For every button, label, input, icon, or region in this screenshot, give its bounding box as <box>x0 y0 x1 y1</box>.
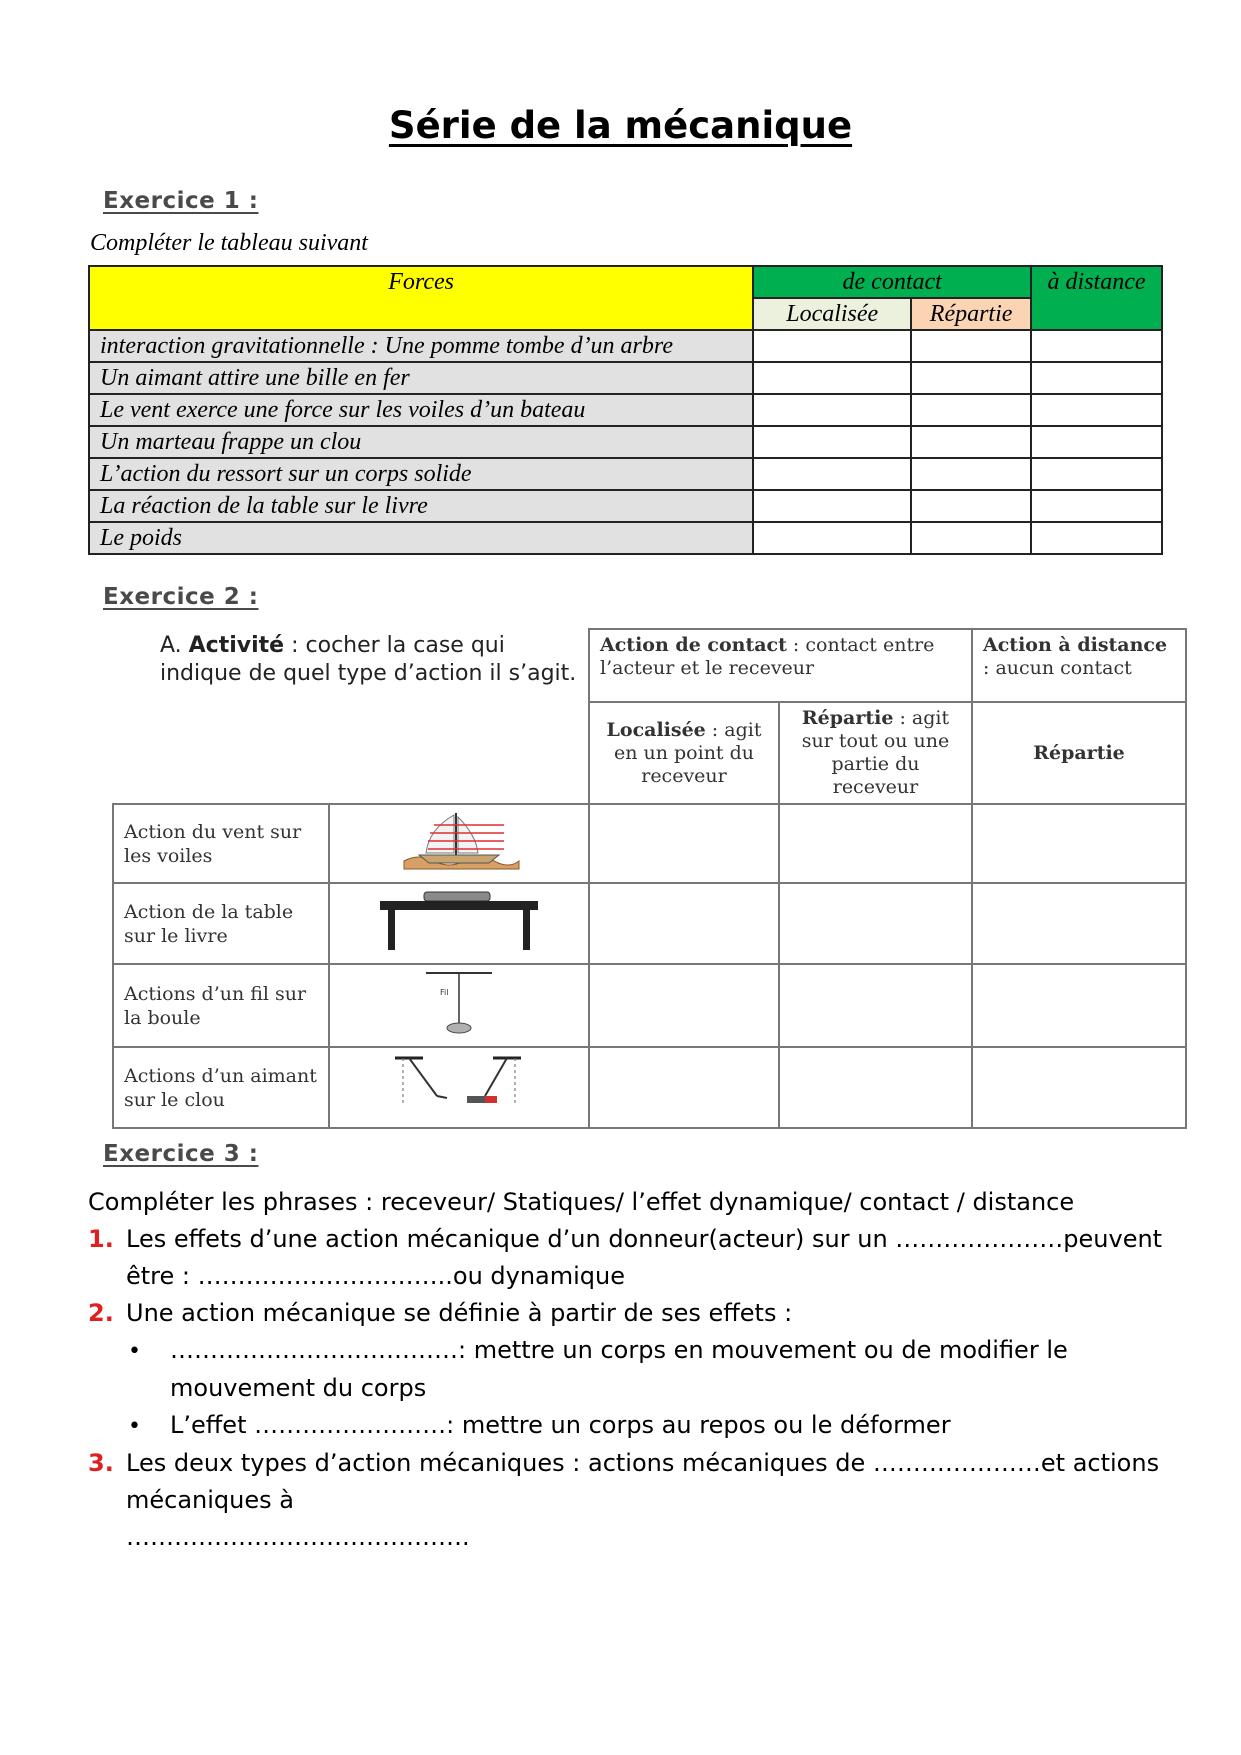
activity-bold: Activité <box>188 633 285 658</box>
answer-cell[interactable] <box>911 426 1031 458</box>
action-row-label: Actions d’un aimant sur le clou <box>113 1047 329 1128</box>
exercise-3-body <box>88 1184 1168 1556</box>
answer-cell[interactable] <box>1031 394 1162 426</box>
answer-cell[interactable] <box>1031 426 1162 458</box>
sailboat-icon <box>394 809 524 873</box>
bullet-1-text: ………………………………: mettre un corps en mouvement ou de modifier le <box>170 1336 1068 1364</box>
distance-header-bold: Action à distance <box>983 634 1168 656</box>
action-row-label: Action du vent sur les voiles <box>113 804 329 883</box>
localisee-header-bold: Localisée <box>606 718 706 741</box>
exercise-2-heading: Exercice 2 : <box>103 584 259 610</box>
answer-cell[interactable] <box>911 522 1031 554</box>
answer-cell[interactable] <box>972 964 1186 1047</box>
thread-ball-illustration <box>329 964 589 1047</box>
bullet-icon: • <box>128 1414 141 1439</box>
action-row-label: Action de la table sur le livre <box>113 883 329 964</box>
localisee-header-text: : agit en un point du receveur <box>613 718 762 787</box>
question-1 <box>88 1221 1168 1258</box>
answer-cell[interactable] <box>972 1047 1186 1128</box>
question-3-text: Les deux types d’action mécaniques : actions mécaniques de …………………et actions <box>126 1449 1160 1477</box>
answer-cell[interactable] <box>589 883 779 964</box>
action-row-label: Actions d’un fil sur la boule <box>113 964 329 1047</box>
distance-header-text: : aucun contact <box>983 657 1132 679</box>
answer-cell[interactable] <box>589 1047 779 1128</box>
magnet-nail-illustration <box>329 1047 589 1128</box>
answer-cell[interactable] <box>1031 362 1162 394</box>
contact-header <box>589 629 972 702</box>
fil-label: Fil <box>440 988 449 997</box>
exercise-3-heading: Exercice 3 : <box>103 1141 259 1167</box>
answer-cell[interactable] <box>779 964 972 1047</box>
localisee-header <box>589 702 779 804</box>
answer-cell[interactable] <box>1031 330 1162 362</box>
contact-header-text: : contact entre l’acteur et le receveur <box>600 634 935 679</box>
repartie-header-text: : agit sur tout ou une partie du receveur <box>801 707 950 798</box>
answer-cell[interactable] <box>753 426 911 458</box>
magnet-icon <box>389 1052 529 1118</box>
answer-cell[interactable] <box>972 804 1186 883</box>
bullet-1-continuation: mouvement du corps <box>170 1374 427 1402</box>
force-row-label: L’action du ressort sur un corps solide <box>89 458 753 490</box>
answer-cell[interactable] <box>753 522 911 554</box>
force-row-label: La réaction de la table sur le livre <box>89 490 753 522</box>
force-row-label: Le poids <box>89 522 753 554</box>
sailboat-illustration <box>329 804 589 883</box>
answer-cell[interactable] <box>589 804 779 883</box>
question-number: 3. <box>88 1449 114 1477</box>
header-forces: Forces <box>89 266 753 330</box>
answer-cell[interactable] <box>972 883 1186 964</box>
answer-cell[interactable] <box>753 394 911 426</box>
answer-cell[interactable] <box>911 490 1031 522</box>
question-1-continuation: être : …………………………..ou dynamique <box>126 1262 626 1290</box>
question-number: 1. <box>88 1225 114 1253</box>
force-row-label: Le vent exerce une force sur les voiles d’un bateau <box>89 394 753 426</box>
table-book-icon <box>374 888 544 954</box>
bullet-icon: • <box>128 1339 141 1364</box>
answer-cell[interactable] <box>753 330 911 362</box>
answer-cell[interactable] <box>911 458 1031 490</box>
force-row-label: interaction gravitationnelle : Une pomme tombe d’un arbre <box>89 330 753 362</box>
answer-cell[interactable] <box>911 394 1031 426</box>
header-contact: de contact <box>753 266 1031 298</box>
question-2 <box>88 1295 1168 1332</box>
pendulum-icon <box>404 969 514 1037</box>
answer-cell[interactable] <box>753 362 911 394</box>
exercise-1-heading: Exercice 1 : <box>103 188 259 214</box>
question-3 <box>88 1445 1168 1482</box>
exercise-1-instruction: Compléter le tableau suivant <box>90 230 368 256</box>
answer-cell[interactable] <box>911 362 1031 394</box>
question-2-text: Une action mécanique se définie à partir de ses effets : <box>126 1299 793 1327</box>
table-book-illustration <box>329 883 589 964</box>
bullet-item <box>88 1332 1168 1370</box>
repartie-header-bold: Répartie <box>801 707 894 729</box>
header-localisee: Localisée <box>753 298 911 330</box>
repartie-header <box>779 702 972 804</box>
forces-table <box>88 265 1163 555</box>
bullet-2-text: L’effet ……………………: mettre un corps au repos ou le déformer <box>170 1411 951 1439</box>
action-type-table <box>112 628 1187 1129</box>
bullet-item <box>88 1407 1168 1445</box>
header-repartie: Répartie <box>911 298 1031 330</box>
answer-cell[interactable] <box>779 1047 972 1128</box>
answer-cell[interactable] <box>753 490 911 522</box>
question-3-blank: ……………………………………. <box>126 1523 470 1551</box>
activity-prefix: A. <box>160 633 182 658</box>
force-row-label: Un aimant attire une bille en fer <box>89 362 753 394</box>
question-number: 2. <box>88 1299 114 1327</box>
distance-header <box>972 629 1186 702</box>
header-distance: à distance <box>1031 266 1162 330</box>
exercise-3-intro: Compléter les phrases : receveur/ Statiques/ l’effet dynamique/ contact / distance <box>88 1188 1075 1216</box>
force-row-label: Un marteau frappe un clou <box>89 426 753 458</box>
distance-repartie-header: Répartie <box>972 702 1186 804</box>
answer-cell[interactable] <box>1031 490 1162 522</box>
answer-cell[interactable] <box>779 883 972 964</box>
answer-cell[interactable] <box>753 458 911 490</box>
answer-cell[interactable] <box>1031 522 1162 554</box>
answer-cell[interactable] <box>911 330 1031 362</box>
answer-cell[interactable] <box>779 804 972 883</box>
page-title: Série de la mécanique <box>388 104 853 147</box>
answer-cell[interactable] <box>589 964 779 1047</box>
activity-text: : cocher la case qui indique de quel type d’action il s’agit. <box>160 633 577 686</box>
contact-header-bold: Action de contact <box>600 634 787 656</box>
answer-cell[interactable] <box>1031 458 1162 490</box>
question-1-text: Les effets d’une action mécanique d’un donneur(acteur) sur un …………………peuvent <box>126 1225 1163 1253</box>
question-3-continuation: mécaniques à <box>126 1486 294 1514</box>
